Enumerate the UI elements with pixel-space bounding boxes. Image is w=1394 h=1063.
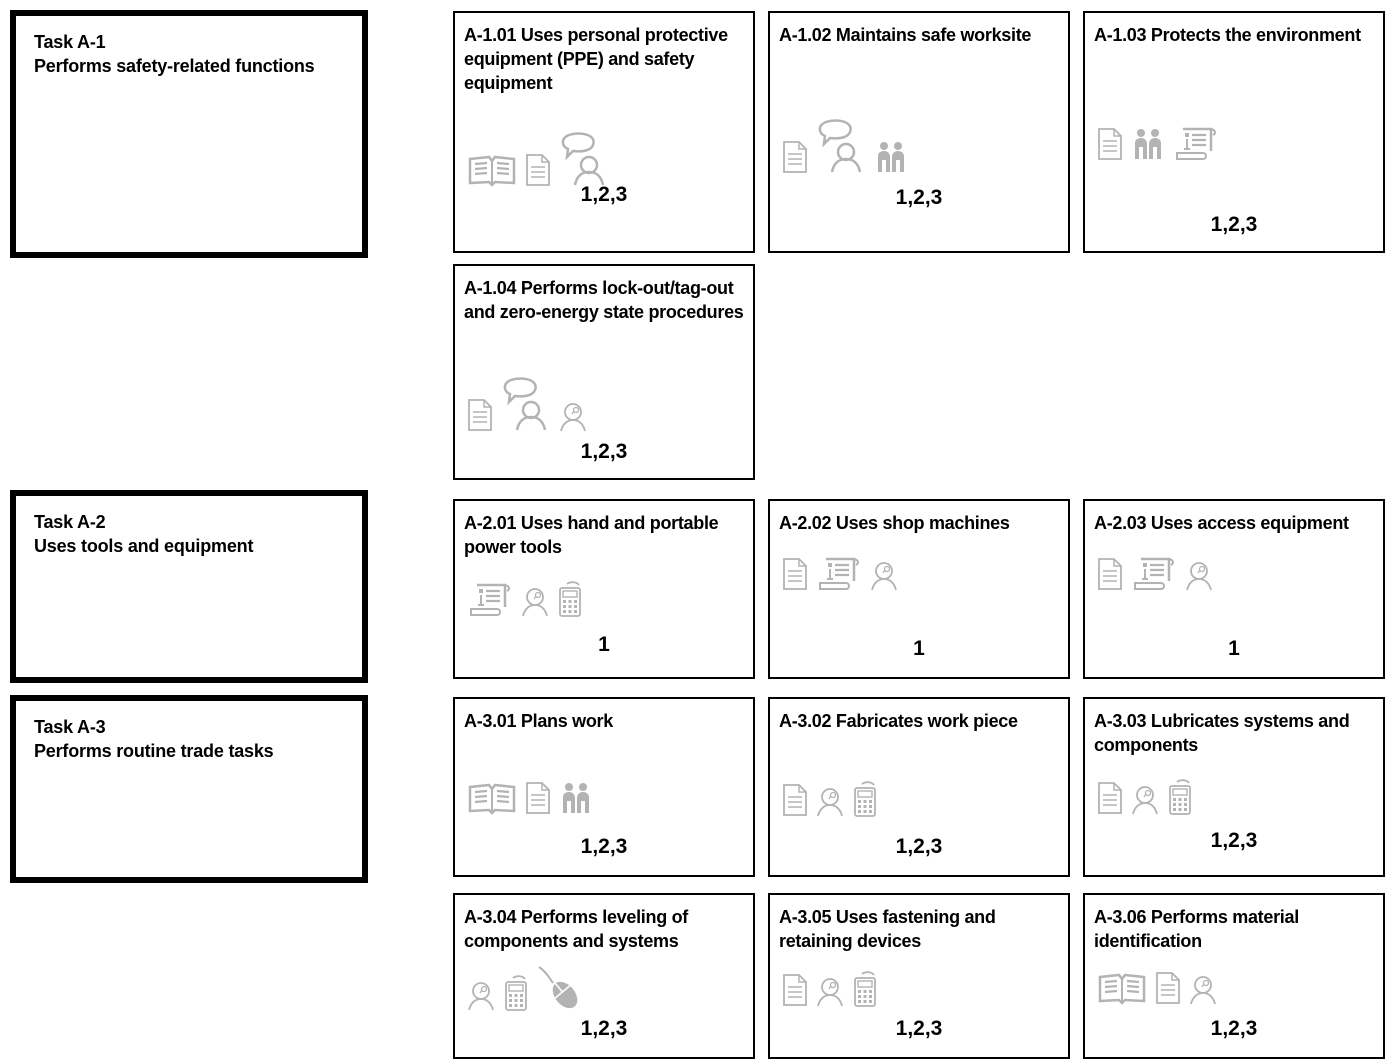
document-use-icon — [467, 398, 493, 432]
writing-icon — [1131, 555, 1177, 591]
writing-icon — [816, 555, 862, 591]
task-box-a1 — [10, 10, 368, 258]
essential-skills-icons — [782, 971, 878, 1007]
essential-skills-icons — [782, 118, 908, 174]
subtask-card-a3-05 — [768, 893, 1070, 1059]
subtask-card-a2-03 — [1083, 499, 1385, 679]
subtask-card-a3-06 — [1083, 893, 1385, 1059]
oral-communication-icon — [501, 376, 551, 432]
document-use-icon — [782, 783, 808, 817]
reading-text-icon — [467, 781, 517, 815]
task-box-a2 — [10, 490, 368, 683]
thinking-icon — [870, 561, 898, 591]
reading-text-icon — [467, 153, 517, 187]
subtask-title: A-3.03 Lubricates systems and components — [1094, 711, 1350, 755]
task-code: Task A-1 — [34, 32, 106, 52]
skill-levels: 1,2,3 — [895, 1017, 943, 1040]
subtask-card-a1-01 — [453, 11, 755, 253]
essential-skills-icons — [1097, 125, 1219, 161]
subtask-title: A-3.05 Uses fastening and retaining devices — [779, 907, 996, 951]
skill-levels: 1,2,3 — [895, 835, 943, 858]
essential-skills-icons — [467, 581, 583, 617]
writing-icon — [467, 581, 513, 617]
numeracy-icon — [503, 975, 529, 1011]
thinking-icon — [816, 977, 844, 1007]
document-use-icon — [782, 973, 808, 1007]
subtask-title: A-3.01 Plans work — [464, 711, 613, 731]
thinking-icon — [521, 587, 549, 617]
thinking-icon — [1185, 561, 1213, 591]
numeracy-icon — [557, 581, 583, 617]
subtask-title: A-2.02 Uses shop machines — [779, 513, 1010, 533]
subtask-title: A-3.02 Fabricates work piece — [779, 711, 1018, 731]
skill-levels: 1,2,3 — [1210, 829, 1258, 852]
working-with-others-icon — [874, 140, 908, 174]
subtask-card-a3-01 — [453, 697, 755, 877]
thinking-icon — [1189, 975, 1217, 1005]
reading-text-icon — [1097, 971, 1147, 1005]
subtask-title: A-1.02 Maintains safe worksite — [779, 25, 1032, 45]
task-box-a3 — [10, 695, 368, 883]
task-description: Performs safety-related functions — [34, 56, 315, 76]
subtask-card-a1-03 — [1083, 11, 1385, 253]
working-with-others-icon — [1131, 127, 1165, 161]
document-use-icon — [1097, 557, 1123, 591]
document-use-icon — [1097, 127, 1123, 161]
essential-skills-icons — [1097, 971, 1217, 1005]
skill-levels: 1,2,3 — [1210, 1017, 1258, 1040]
essential-skills-icons — [782, 555, 898, 591]
document-use-icon — [782, 557, 808, 591]
skill-levels: 1,2,3 — [580, 440, 628, 463]
document-use-icon — [1097, 781, 1123, 815]
thinking-icon — [1131, 785, 1159, 815]
skill-levels: 1,2,3 — [580, 1017, 628, 1040]
skill-levels: 1 — [598, 633, 610, 656]
skill-levels: 1,2,3 — [580, 183, 628, 206]
computer-use-icon — [537, 965, 583, 1011]
subtask-card-a3-02 — [768, 697, 1070, 877]
subtask-card-a3-04 — [453, 893, 755, 1059]
subtask-card-a1-02 — [768, 11, 1070, 253]
subtask-title: A-3.04 Performs leveling of components and systems — [464, 907, 688, 951]
document-use-icon — [525, 153, 551, 187]
oral-communication-icon — [559, 131, 609, 187]
skill-levels: 1,2,3 — [895, 186, 943, 209]
essential-skills-icons — [782, 781, 878, 817]
essential-skills-icons — [467, 781, 593, 815]
subtask-title: A-3.06 Performs material identification — [1094, 907, 1299, 951]
subtask-card-a2-02 — [768, 499, 1070, 679]
skill-levels: 1,2,3 — [1210, 213, 1258, 236]
essential-skills-icons — [467, 376, 587, 432]
essential-skills-icons — [467, 965, 583, 1011]
subtask-card-a3-03 — [1083, 697, 1385, 877]
essential-skills-icons — [1097, 555, 1213, 591]
essential-skills-icons — [467, 131, 609, 187]
thinking-icon — [467, 981, 495, 1011]
subtask-card-a2-01 — [453, 499, 755, 679]
subtask-title: A-2.03 Uses access equipment — [1094, 513, 1349, 533]
writing-icon — [1173, 125, 1219, 161]
skill-levels: 1 — [913, 637, 925, 660]
thinking-icon — [816, 787, 844, 817]
document-use-icon — [782, 140, 808, 174]
numeracy-icon — [852, 781, 878, 817]
task-code: Task A-3 — [34, 717, 106, 737]
essential-skills-icons — [1097, 779, 1193, 815]
document-use-icon — [1155, 971, 1181, 1005]
subtask-title: A-1.03 Protects the environment — [1094, 25, 1361, 45]
oral-communication-icon — [816, 118, 866, 174]
task-description: Performs routine trade tasks — [34, 741, 274, 761]
subtask-card-a1-04 — [453, 264, 755, 480]
task-code: Task A-2 — [34, 512, 106, 532]
subtask-title: A-2.01 Uses hand and portable power tools — [464, 513, 719, 557]
subtask-title: A-1.01 Uses personal protective equipment (PPE) and safety equipment — [464, 25, 728, 93]
working-with-others-icon — [559, 781, 593, 815]
task-description: Uses tools and equipment — [34, 536, 254, 556]
skill-levels: 1 — [1228, 637, 1240, 660]
thinking-icon — [559, 402, 587, 432]
subtask-title: A-1.04 Performs lock-out/tag-out and zero-energy state procedures — [464, 278, 744, 322]
numeracy-icon — [852, 971, 878, 1007]
document-use-icon — [525, 781, 551, 815]
numeracy-icon — [1167, 779, 1193, 815]
skill-levels: 1,2,3 — [580, 835, 628, 858]
